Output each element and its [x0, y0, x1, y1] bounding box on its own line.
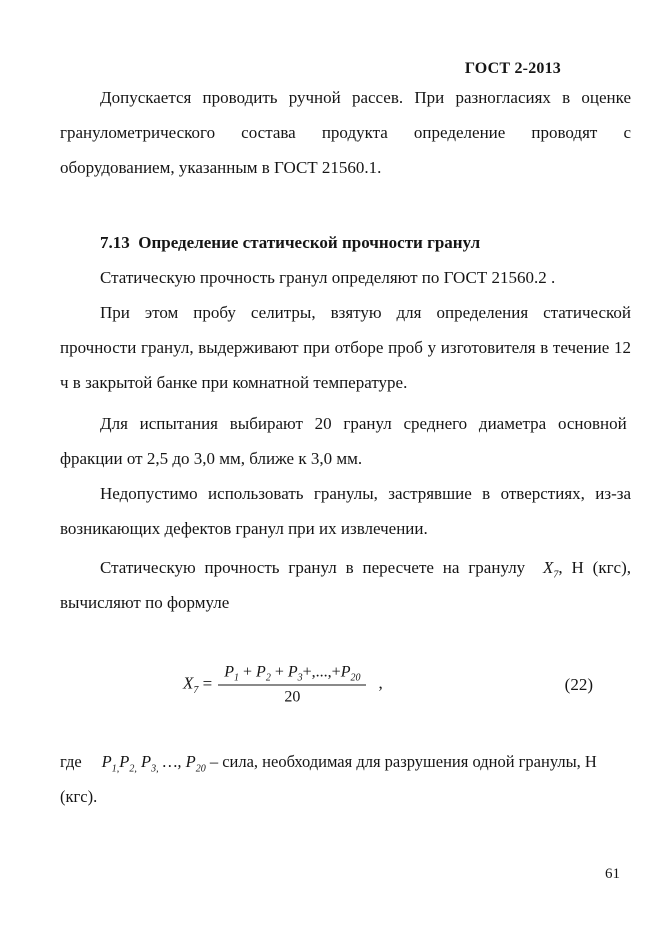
page-number: 61: [605, 866, 620, 882]
formula-intro-text-before: Статическую прочность гранул в пересчете на гранулу: [100, 558, 535, 577]
doc-code-header: ГОСТ 2-2013: [464, 60, 561, 77]
variable-x7-inline: $X_7$: [542, 558, 559, 581]
where-label: где: [60, 752, 82, 771]
fraction: [218, 664, 366, 707]
formula-trailing-comma: ,: [378, 673, 383, 693]
paragraph-granule-selection: Для испытания выбирают 20 гранул среднего диаметра основной фракции от 2,5 до 3,0 мм, ближе к 3,0 мм.: [60, 414, 631, 468]
paragraph-stuck-granules: Недопустимо использовать гранулы, застрявшие в отверстиях, из-за возникающих дефектов гранул при их извлечении.: [60, 484, 631, 538]
fraction-numerator: $P_1 + P_2 + P_3+,...,+P_{20}$: [218, 664, 366, 686]
paragraph-manual-sieving: Допускается проводить ручной рассев. При разногласиях в оценке гранулометрического состава продукта определение проводят с оборудованием, указанным в ГОСТ 21560.1.: [60, 88, 631, 177]
paragraph-sample-holding: При этом пробу селитры, взятую для определения статической прочности гранул, выдерживают при отборе проб у изготовителя в течение 12 ч в закрытой банке при комнатной температуре.: [60, 303, 631, 392]
equation-lhs: $X_7$: [183, 673, 199, 697]
section-heading-7-13: 7.13 Определение статической прочности гранул: [100, 233, 481, 252]
paragraph-formula-intro: [60, 550, 631, 620]
fraction-denominator: 20: [284, 688, 301, 706]
where-clause: [60, 744, 631, 814]
where-variables: $P_{1,}P_{2,}$ $P_{3,}$ …, $P_{20}$: [101, 752, 206, 775]
formula-intro-text-after: , Н (кгс), вычисляют по формуле: [60, 558, 632, 612]
paragraph-static-strength-gost: Статическую прочность гранул определяют по ГОСТ 21560.2 .: [100, 268, 556, 287]
where-definition: – сила, необходимая для разрушения одной гранулы, Н (кгс).: [60, 752, 597, 806]
equation-22-row: [60, 650, 631, 720]
equals-sign: =: [202, 673, 213, 693]
equation-22: [183, 664, 383, 707]
equation-number: (22): [564, 675, 593, 694]
